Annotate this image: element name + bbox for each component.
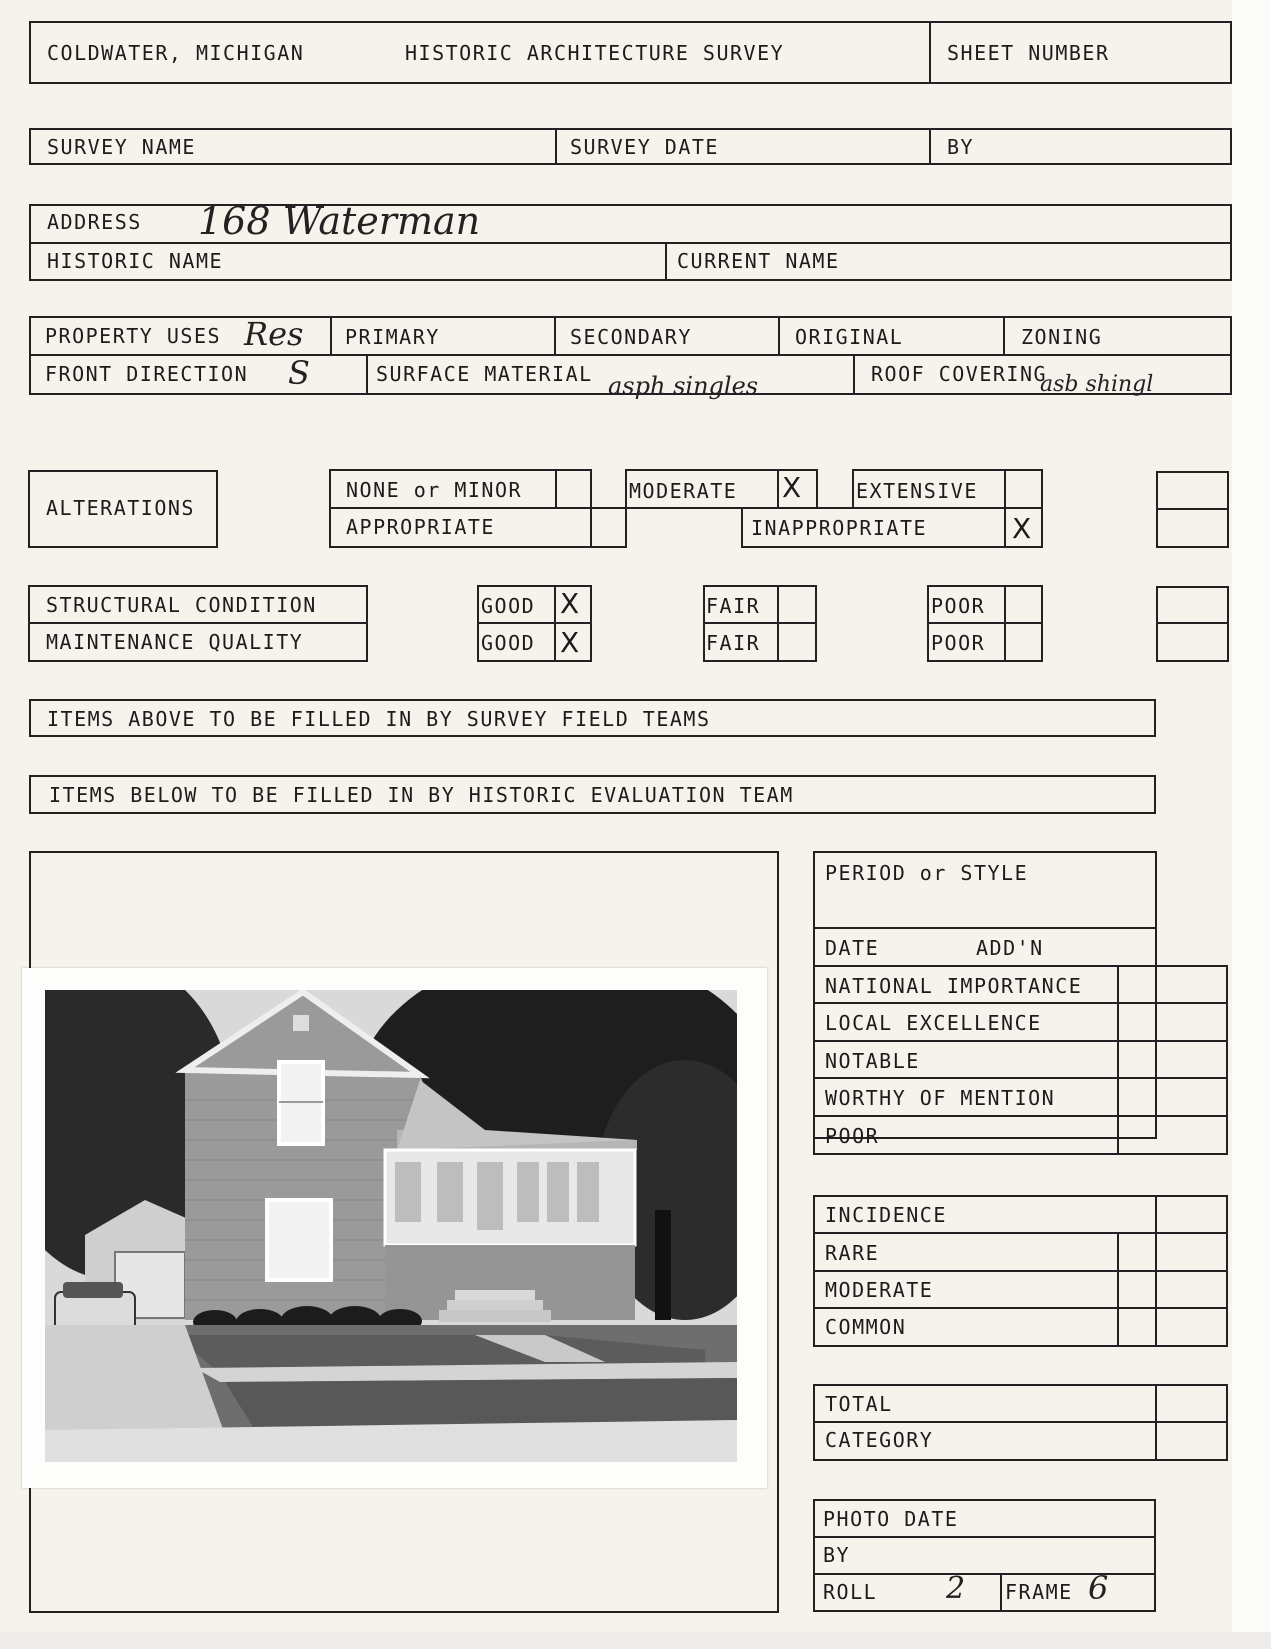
note-above: ITEMS ABOVE TO BE FILLED IN BY SURVEY FIELD TEAMS [47,707,711,731]
survey-date-label: SURVEY DATE [570,135,719,159]
inappropriate-check-mark: X [1012,512,1032,545]
worthy-divider [813,1115,1228,1117]
local-divider [813,1040,1228,1042]
addn-label: ADD'N [976,936,1044,960]
moderate-label: MODERATE [629,479,738,503]
evaluation-poor-label: POOR [825,1124,880,1148]
condition-row-divider [28,622,368,624]
historic-name-label: HISTORIC NAME [47,249,224,273]
survey-row-divider-1 [555,128,557,165]
surface-material-value: asph singles [608,372,759,400]
fair-check-divider [777,585,779,662]
incidence-divider-1 [813,1232,1228,1234]
frame-label: FRAME [1005,1580,1073,1604]
period-divider [813,927,1157,929]
property-divider-5 [366,354,368,395]
paper-edge [1232,0,1271,1649]
rare-label: RARE [825,1241,880,1265]
photo-info-divider-1 [813,1536,1156,1538]
front-direction-value: S [288,354,310,392]
structural-good-label: GOOD [481,594,536,618]
evaluation-score-right [1226,965,1228,1155]
maintenance-good-mark: X [560,626,580,659]
structural-fair-label: FAIR [706,594,761,618]
property-row-divider [29,354,1232,356]
sheet-number-label: SHEET NUMBER [947,41,1110,65]
date-label: DATE [825,936,880,960]
notable-label: NOTABLE [825,1049,920,1073]
property-divider-2 [554,316,556,355]
property-uses-value: Res [244,315,304,353]
evaluation-check-divider [1117,965,1119,1155]
inappropriate-label: INAPPROPRIATE [751,516,928,540]
property-divider-4 [1003,316,1005,355]
roof-covering-value: asb shingl [1040,372,1154,397]
scan-bottom-edge [0,1632,1271,1649]
structural-poor-label: POOR [931,594,986,618]
current-name-divider [665,242,667,281]
alterations-score-divider [1156,508,1229,510]
address-value: 168 Waterman [198,199,481,243]
primary-label: PRIMARY [345,325,440,349]
worthy-of-mention-label: WORTHY OF MENTION [825,1086,1056,1110]
incidence-check-divider [1117,1232,1119,1347]
totals-divider [813,1421,1228,1423]
moderate-check-divider [777,469,779,509]
photo-by-label: BY [823,1543,851,1567]
national-importance-label: NATIONAL IMPORTANCE [825,974,1083,998]
property-uses-label: PROPERTY USES [45,324,222,348]
evaluation-bottom [813,1153,1228,1155]
frame-divider [1000,1573,1002,1612]
fair-row-divider [703,622,817,624]
period-or-style-label: PERIOD or STYLE [825,861,1029,885]
roll-value: 2 [946,1571,966,1606]
none-minor-label: NONE or MINOR [346,478,523,502]
property-divider-3 [778,316,780,355]
maintenance-fair-label: FAIR [706,631,761,655]
surface-material-label: SURFACE MATERIAL [376,362,593,386]
property-divider-1 [330,316,332,355]
good-check-divider [554,585,556,662]
roof-covering-label: ROOF COVERING [871,362,1048,386]
incidence-score-divider [1155,1195,1157,1347]
local-excellence-label: LOCAL EXCELLENCE [825,1011,1042,1035]
maintenance-quality-label: MAINTENANCE QUALITY [46,630,304,654]
zoning-label: ZONING [1021,325,1103,349]
poor-row-divider [927,622,1043,624]
alterations-label: ALTERATIONS [46,496,195,520]
moderate-check-mark: X [782,471,802,504]
secondary-label: SECONDARY [570,325,692,349]
national-divider [813,1002,1228,1004]
survey-name-label: SURVEY NAME [47,135,196,159]
photo-date-label: PHOTO DATE [823,1507,959,1531]
extensive-label: EXTENSIVE [856,479,978,503]
condition-score-box [1156,586,1229,662]
total-label: TOTAL [825,1392,893,1416]
front-direction-label: FRONT DIRECTION [45,362,249,386]
roll-label: ROLL [823,1580,878,1604]
poor-check-divider [1004,585,1006,662]
incidence-divider-2 [813,1270,1228,1272]
survey-row-divider-2 [929,128,931,165]
appropriate-label: APPROPRIATE [346,515,495,539]
appropriate-check-divider [590,507,592,548]
survey-by-label: BY [947,135,975,159]
city-label: COLDWATER, MICHIGAN [47,41,305,65]
date-divider [813,965,1228,967]
survey-title: HISTORIC ARCHITECTURE SURVEY [405,41,785,65]
condition-score-divider [1156,622,1229,624]
structural-good-mark: X [560,587,580,620]
inappropriate-check-divider [1004,507,1006,548]
address-label: ADDRESS [47,210,142,234]
header-divider [929,21,931,84]
good-row-divider [477,622,592,624]
category-label: CATEGORY [825,1428,934,1452]
extensive-check-divider [1004,469,1006,509]
totals-score-divider [1155,1384,1157,1461]
maintenance-good-label: GOOD [481,631,536,655]
structural-condition-label: STRUCTURAL CONDITION [46,593,317,617]
maintenance-poor-label: POOR [931,631,986,655]
current-name-label: CURRENT NAME [677,249,840,273]
moderate-check-right [816,469,818,509]
note-below: ITEMS BELOW TO BE FILLED IN BY HISTORIC EVALUATION TEAM [49,783,794,807]
incidence-moderate-label: MODERATE [825,1278,934,1302]
frame-value: 6 [1088,1569,1109,1607]
original-label: ORIGINAL [795,325,904,349]
incidence-divider-3 [813,1307,1228,1309]
evaluation-box-left-ext [813,1137,815,1155]
none-minor-check-divider [555,469,557,509]
incidence-label: INCIDENCE [825,1203,947,1227]
common-label: COMMON [825,1315,907,1339]
house-photo [45,990,737,1462]
property-divider-6 [853,354,855,395]
notable-divider [813,1077,1228,1079]
